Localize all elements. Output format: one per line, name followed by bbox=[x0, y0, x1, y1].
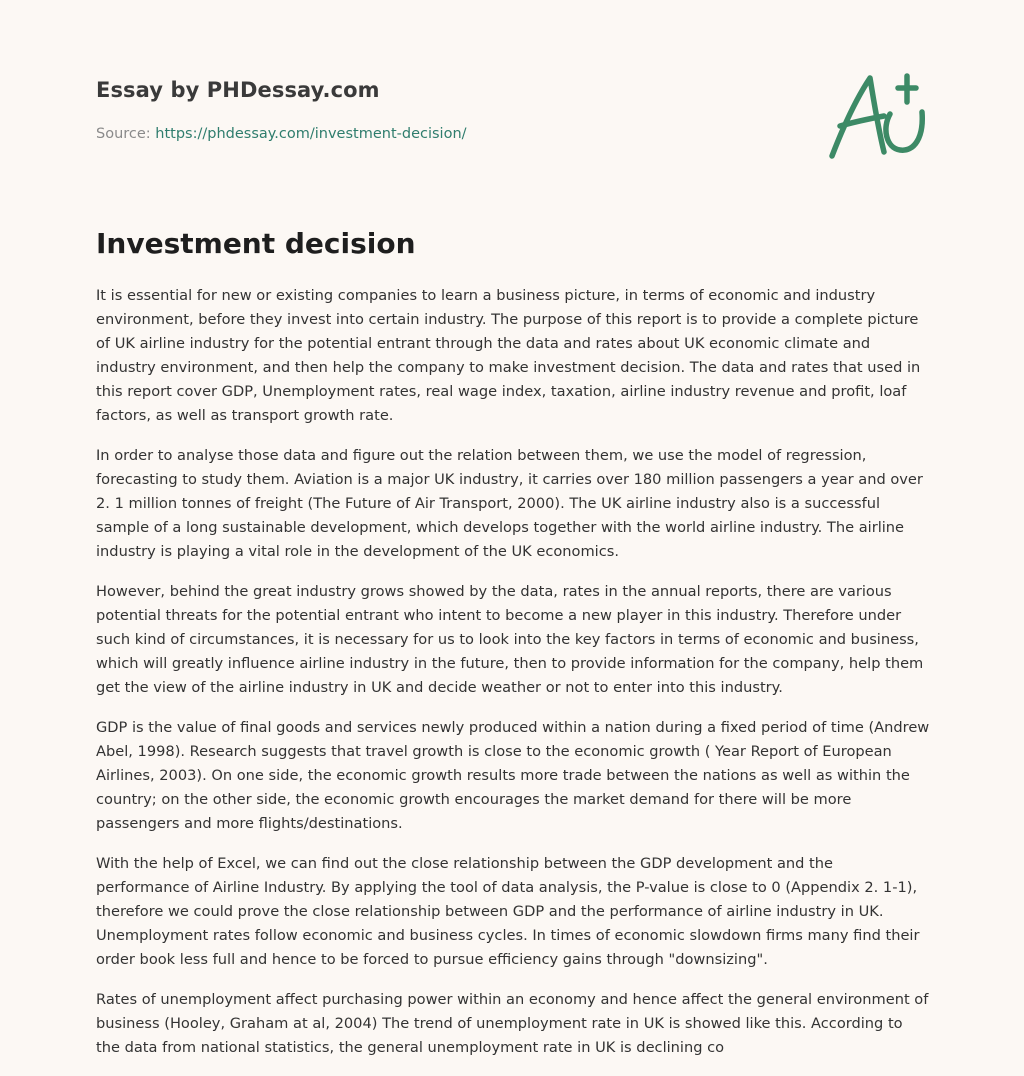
paragraph: It is essential for new or existing companies to learn a business picture, in terms of economic and industry environment, before they invest into certain industry. The purpose of this report is to provide a complete picture of UK airline industry for the potential entrant through the data and rates about UK economic climate and industry environment, and then help the company to make investment decision. The data and rates that used in this report cover GDP, Unemployment rates, real wage index, taxation, airline industry revenue and profit, loaf factors, as well as transport growth rate. bbox=[96, 287, 921, 424]
source-link[interactable]: https://phdessay.com/investment-decision/ bbox=[155, 126, 467, 142]
a-plus-logo-icon bbox=[824, 68, 928, 164]
paragraph: In order to analyse those data and figure out the relation between them, we use the model of regression, forecasting to study them. Aviation is a major UK industry, it carries over 180 million passengers a year and over 2. 1 million tonnes of freight (The Future of Air Transport, 2000). The UK airline industry also is a successful sample of a long sustainable development, which develops together with the world airline industry. The airline industry is playing a vital role in the development of the UK economics. bbox=[96, 447, 923, 560]
essay-header bbox=[96, 76, 928, 166]
source-line bbox=[96, 124, 467, 144]
source-label: Source: bbox=[96, 126, 156, 142]
paragraph: However, behind the great industry grows showed by the data, rates in the annual reports, there are various potential threats for the potential entrant who intent to become a new player in this industry. Therefore under such kind of circumstances, it is necessary for us to look into the key factors in terms of economic and business, which will greatly influence airline industry in the future, then to provide information for the company, help them get the view of the airline industry in UK and decide weather or not to enter into this industry. bbox=[96, 583, 924, 696]
paragraph: GDP is the value of final goods and services newly produced within a nation during a fixed period of time (Andrew Abel, 1998). Research suggests that travel growth is close to the economic growth ( Year Report of European Airlines, 2003). On one side, the economic growth results more trade between the nations as well as within the country; on the other side, the economic growth encourages the market demand for there will be more passengers and more flights/destinations. bbox=[96, 719, 930, 832]
paragraph: With the help of Excel, we can find out the close relationship between the GDP development and the performance of Airline Industry. By applying the tool of data analysis, the P-value is close to 0 (Appendix 2. 1-1), therefore we could prove the close relationship between GDP and the performance of airline industry in UK. Unemployment rates follow economic and business cycles. In times of economic slowdown firms many find their order book less full and hence to be forced to pursue efficiency gains through "downsizing". bbox=[96, 855, 920, 968]
essay-body bbox=[96, 284, 930, 1064]
paragraph: Rates of unemployment affect purchasing power within an economy and hence affect the general environment of business (Hooley, Graham at al, 2004) The trend of unemployment rate in UK is showed like this. According to the data from national statistics, the general unemployment rate in UK is declining co bbox=[96, 991, 929, 1056]
brand-title: Essay by PHDessay.com bbox=[96, 78, 380, 102]
page-title: Investment decision bbox=[96, 227, 416, 260]
